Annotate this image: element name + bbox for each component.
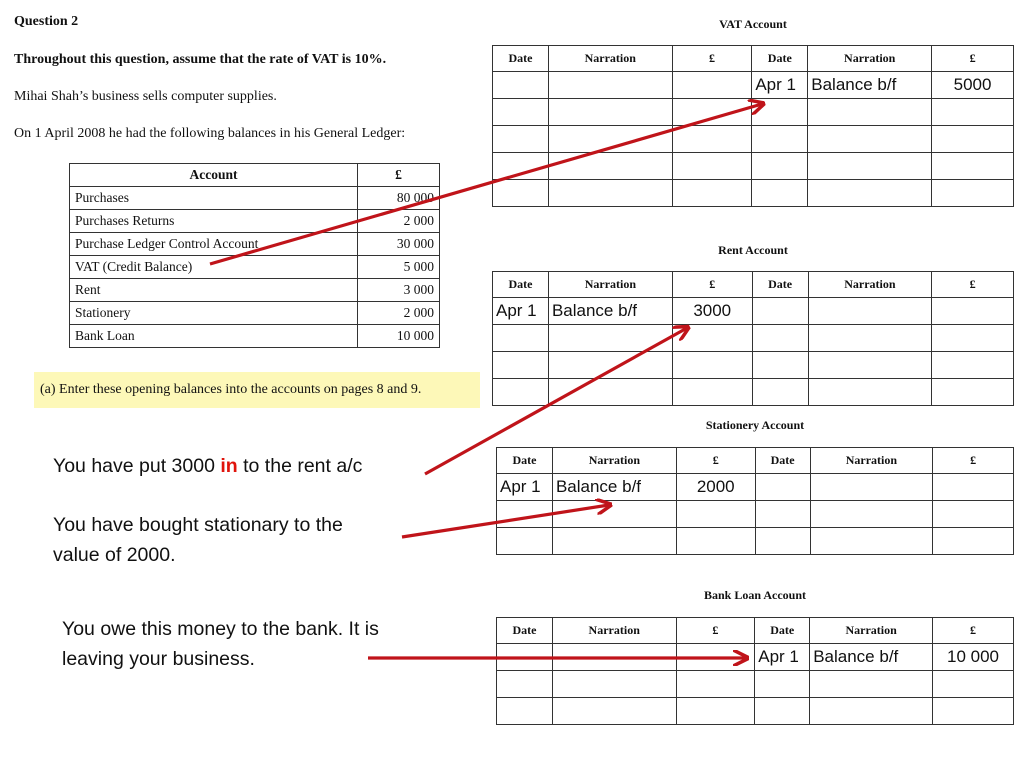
header-narration: Narration	[808, 272, 932, 298]
part-a-instruction: (a) Enter these opening balances into the accounts on pages 8 and 9.	[34, 372, 480, 408]
header-amount: £	[933, 448, 1014, 474]
debit-date: Apr 1	[493, 298, 549, 325]
header-amount: £	[932, 272, 1014, 298]
bank-note-line1: You owe this money to the bank. It is	[62, 618, 379, 640]
header-date: Date	[752, 272, 808, 298]
header-narration: Narration	[808, 46, 932, 72]
header-date: Date	[752, 46, 808, 72]
credit-narration: Balance b/f	[810, 644, 933, 671]
rent-arrow	[425, 328, 687, 474]
debit-narration: Balance b/f	[548, 298, 672, 325]
account-balance: 2 000	[358, 210, 440, 233]
account-name: Stationery	[70, 302, 358, 325]
column-header-account: Account	[70, 164, 358, 187]
header-date: Date	[497, 618, 553, 644]
rent-note-end: to the rent a/c	[237, 455, 363, 477]
bank-loan-account-title: Bank Loan Account	[703, 588, 807, 602]
header-amount: £	[672, 272, 752, 298]
header-amount: £	[672, 46, 752, 72]
header-narration: Narration	[548, 46, 672, 72]
credit-amount: 5000	[932, 72, 1014, 99]
balances-intro: On 1 April 2008 he had the following balances in his General Ledger:	[14, 126, 406, 141]
bank-note-line2: leaving your business.	[62, 648, 255, 670]
credit-narration: Balance b/f	[808, 72, 932, 99]
credit-date: Apr 1	[755, 644, 810, 671]
account-name: Purchases	[70, 187, 358, 210]
header-date: Date	[493, 272, 549, 298]
header-narration: Narration	[552, 448, 676, 474]
question-title: Question 2	[14, 14, 79, 29]
header-amount: £	[932, 46, 1014, 72]
account-balance: 2 000	[358, 302, 440, 325]
rent-note-emphasis: in	[220, 455, 238, 477]
header-date: Date	[497, 448, 553, 474]
vat-assumption: Throughout this question, assume that the rate of VAT is 10%.	[14, 52, 387, 67]
credit-date: Apr 1	[752, 72, 808, 99]
header-narration: Narration	[548, 272, 672, 298]
stationery-account-title: Stationery Account	[705, 418, 805, 432]
account-balance: 30 000	[358, 233, 440, 256]
account-name: Bank Loan	[70, 325, 358, 348]
account-balance: 10 000	[358, 325, 440, 348]
debit-amount: 3000	[672, 298, 752, 325]
header-date: Date	[493, 46, 549, 72]
header-date: Date	[755, 448, 810, 474]
credit-amount: 10 000	[933, 644, 1014, 671]
account-name: Purchases Returns	[70, 210, 358, 233]
header-amount: £	[676, 448, 755, 474]
account-balance: 3 000	[358, 279, 440, 302]
rent-note-start: You have put 3000	[53, 455, 221, 477]
header-narration: Narration	[552, 618, 676, 644]
account-name: Purchase Ledger Control Account	[70, 233, 358, 256]
account-balance: 80 000	[358, 187, 440, 210]
rent-account-title: Rent Account	[718, 243, 788, 257]
stationery-note-line2: value of 2000.	[53, 544, 176, 566]
header-narration: Narration	[810, 448, 933, 474]
business-description: Mihai Shah’s business sells computer supplies.	[14, 89, 277, 104]
header-amount: £	[676, 618, 755, 644]
stationery-arrow	[402, 505, 609, 537]
debit-narration: Balance b/f	[552, 474, 676, 501]
debit-date: Apr 1	[497, 474, 553, 501]
column-header-pound: £	[358, 164, 440, 187]
header-narration: Narration	[810, 618, 933, 644]
vat-account-title: VAT Account	[719, 17, 787, 31]
account-name: VAT (Credit Balance)	[70, 256, 358, 279]
stationery-note-line1: You have bought stationary to the	[53, 514, 343, 536]
debit-amount: 2000	[676, 474, 755, 501]
header-amount: £	[933, 618, 1014, 644]
header-date: Date	[755, 618, 810, 644]
account-name: Rent	[70, 279, 358, 302]
vat-arrow	[210, 104, 762, 264]
account-balance: 5 000	[358, 256, 440, 279]
